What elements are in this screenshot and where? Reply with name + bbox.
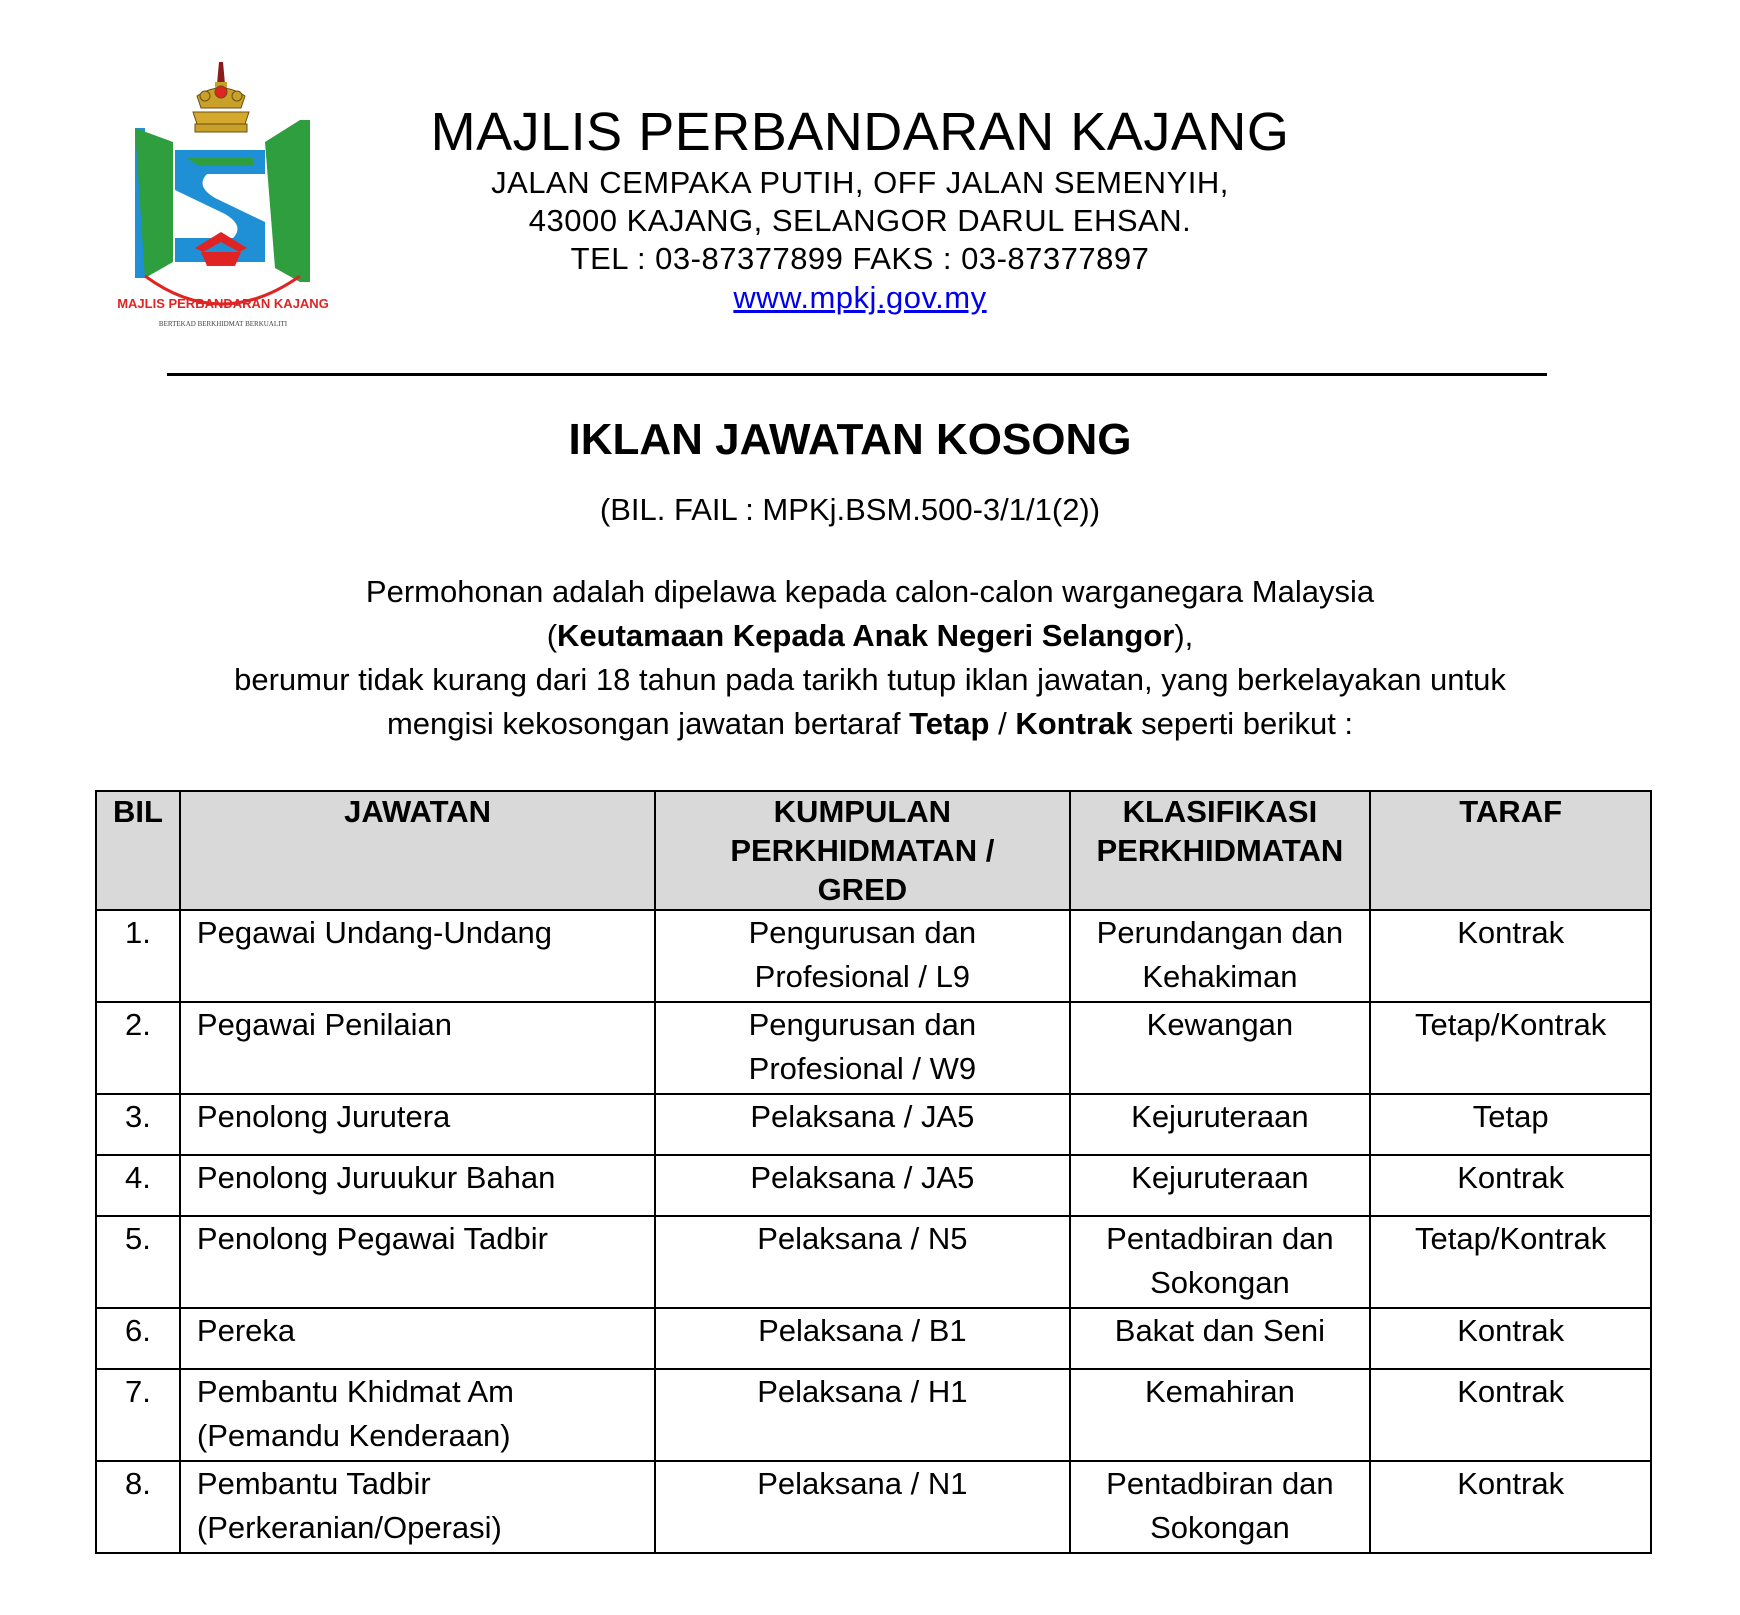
- cell-jawatan: Pegawai Penilaian: [180, 1002, 655, 1094]
- cell-klasifikasi: Bakat dan Seni: [1070, 1308, 1371, 1369]
- cell-taraf: Kontrak: [1370, 1308, 1651, 1369]
- file-reference: (BIL. FAIL : MPKj.BSM.500-3/1/1(2)): [599, 492, 1101, 527]
- cell-bil: 2.: [96, 1002, 180, 1094]
- mpkj-crest-logo: [117, 62, 329, 340]
- intro-emphasis: Keutamaan Kepada Anak Negeri Selangor: [557, 618, 1175, 653]
- crown-icon: [193, 62, 249, 132]
- cell-taraf: Kontrak: [1370, 910, 1651, 1002]
- letterhead: [360, 100, 1360, 318]
- table-row: [96, 1216, 1651, 1308]
- table-row: [96, 1002, 1651, 1094]
- address-line-2: 43000 KAJANG, SELANGOR DARUL EHSAN.: [528, 203, 1192, 238]
- cell-jawatan: Pembantu Tadbir (Perkeranian/Operasi): [180, 1461, 655, 1553]
- cell-bil: 6.: [96, 1308, 180, 1369]
- cell-kumpulan: Pengurusan dan Profesional / L9: [655, 910, 1069, 1002]
- cell-taraf: Kontrak: [1370, 1369, 1651, 1461]
- cell-taraf: Tetap/Kontrak: [1370, 1216, 1651, 1308]
- org-name: MAJLIS PERBANDARAN KAJANG: [430, 102, 1290, 162]
- cell-kumpulan: Pelaksana / B1: [655, 1308, 1069, 1369]
- cell-jawatan: Pembantu Khidmat Am (Pemandu Kenderaan): [180, 1369, 655, 1461]
- table-row: [96, 1094, 1651, 1155]
- header-taraf: TARAF: [1370, 791, 1651, 910]
- intro-line-1: Permohonan adalah dipelawa kepada calon-calon warganegara Malaysia: [365, 574, 1375, 609]
- svg-text:BERTEKAD BERKHIDMAT BERKUALITI: BERTEKAD BERKHIDMAT BERKUALITI: [158, 320, 288, 328]
- intro-line-3: berumur tidak kurang dari 18 tahun pada tarikh tutup iklan jawatan, yang berkelayakan untuk: [234, 662, 1506, 697]
- table-header-row: [96, 791, 1651, 910]
- cell-klasifikasi: Kejuruteraan: [1070, 1094, 1371, 1155]
- cell-bil: 4.: [96, 1155, 180, 1216]
- table-row: [96, 1461, 1651, 1553]
- intro-line-4: mengisi kekosongan jawatan bertaraf Tetap / Kontrak seperti berikut :: [386, 706, 1354, 741]
- cell-klasifikasi: Perundangan dan Kehakiman: [1070, 910, 1371, 1002]
- cell-kumpulan: Pelaksana / JA5: [655, 1155, 1069, 1216]
- cell-jawatan: Penolong Juruukur Bahan: [180, 1155, 655, 1216]
- header-klasifikasi: KLASIFIKASI PERKHIDMATAN: [1070, 791, 1371, 910]
- cell-jawatan: Penolong Jurutera: [180, 1094, 655, 1155]
- header-kumpulan: KUMPULAN PERKHIDMATAN / GRED: [655, 791, 1069, 910]
- cell-klasifikasi: Kejuruteraan: [1070, 1155, 1371, 1216]
- header-jawatan: JAWATAN: [180, 791, 655, 910]
- table-row: [96, 1308, 1651, 1369]
- svg-text:MAJLIS PERBANDARAN KAJANG: MAJLIS PERBANDARAN KAJANG: [117, 296, 329, 311]
- cell-kumpulan: Pelaksana / N1: [655, 1461, 1069, 1553]
- cell-bil: 3.: [96, 1094, 180, 1155]
- cell-klasifikasi: Kemahiran: [1070, 1369, 1371, 1461]
- cell-klasifikasi: Kewangan: [1070, 1002, 1371, 1094]
- contact-line: TEL : 03-87377899 FAKS : 03-87377897: [570, 241, 1150, 276]
- table-row: [96, 910, 1651, 1002]
- header-bil: BIL: [96, 791, 180, 910]
- document-title: IKLAN JAWATAN KOSONG: [568, 415, 1132, 464]
- cell-bil: 5.: [96, 1216, 180, 1308]
- cell-taraf: Kontrak: [1370, 1155, 1651, 1216]
- cell-jawatan: Pegawai Undang-Undang: [180, 910, 655, 1002]
- intro-paragraph: [0, 570, 1740, 746]
- table-row: [96, 1369, 1651, 1461]
- cell-kumpulan: Pengurusan dan Profesional / W9: [655, 1002, 1069, 1094]
- cell-taraf: Tetap/Kontrak: [1370, 1002, 1651, 1094]
- table-row: [96, 1155, 1651, 1216]
- header-divider: [167, 373, 1547, 376]
- cell-jawatan: Penolong Pegawai Tadbir: [180, 1216, 655, 1308]
- cell-kumpulan: Pelaksana / JA5: [655, 1094, 1069, 1155]
- cell-taraf: Kontrak: [1370, 1461, 1651, 1553]
- cell-taraf: Tetap: [1370, 1094, 1651, 1155]
- cell-klasifikasi: Pentadbiran dan Sokongan: [1070, 1216, 1371, 1308]
- cell-klasifikasi: Pentadbiran dan Sokongan: [1070, 1461, 1371, 1553]
- address-line-1: JALAN CEMPAKA PUTIH, OFF JALAN SEMENYIH,: [491, 165, 1229, 200]
- cell-bil: 1.: [96, 910, 180, 1002]
- website-link[interactable]: www.mpkj.gov.my: [733, 280, 987, 315]
- cell-bil: 8.: [96, 1461, 180, 1553]
- intro-line-2: (Keutamaan Kepada Anak Negeri Selangor),: [546, 618, 1194, 653]
- cell-bil: 7.: [96, 1369, 180, 1461]
- cell-jawatan: Pereka: [180, 1308, 655, 1369]
- vacancy-table: [95, 790, 1652, 1554]
- cell-kumpulan: Pelaksana / N5: [655, 1216, 1069, 1308]
- cell-kumpulan: Pelaksana / H1: [655, 1369, 1069, 1461]
